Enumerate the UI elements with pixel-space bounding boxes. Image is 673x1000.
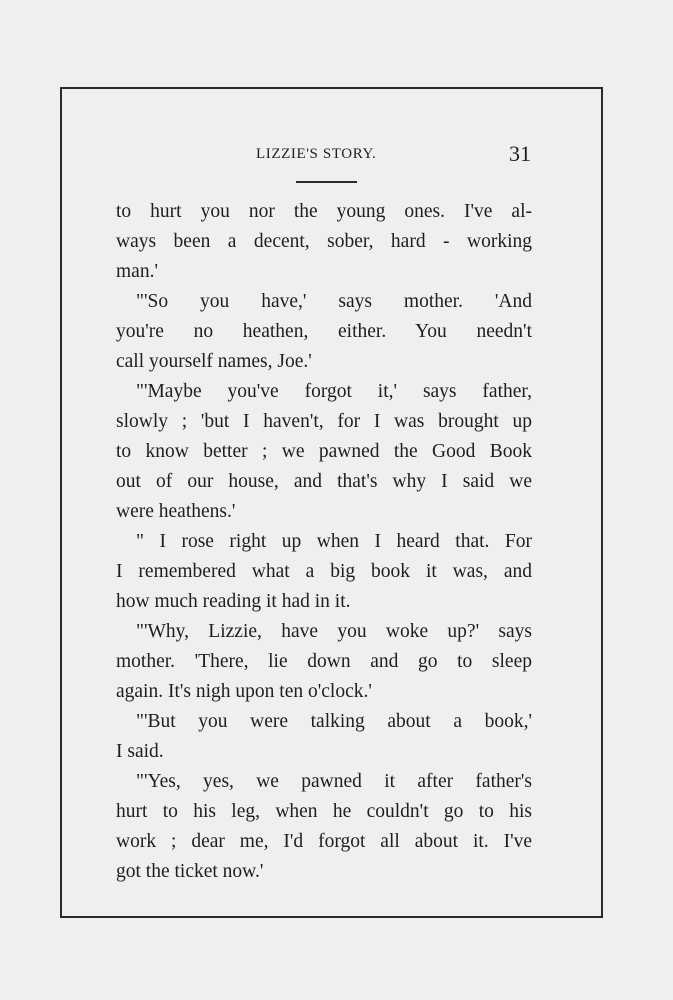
- text-line: to know better ; we pawned the Good Book: [116, 441, 532, 462]
- text-line: work ; dear me, I'd forgot all about it. I've: [116, 831, 532, 852]
- text-line: mother. 'There, lie down and go to sleep: [116, 651, 532, 672]
- text-line: I said.: [116, 741, 164, 762]
- text-line: you're no heathen, either. You needn't: [116, 321, 532, 342]
- header-rule: [296, 181, 357, 183]
- text-line: man.': [116, 261, 158, 282]
- text-line: how much reading it had in it.: [116, 591, 351, 612]
- text-line: hurt to his leg, when he couldn't go to his: [116, 801, 532, 822]
- text-line: "'Why, Lizzie, have you woke up?' says: [136, 621, 532, 642]
- text-line: again. It's nigh upon ten o'clock.': [116, 681, 372, 702]
- text-line: "'So you have,' says mother. 'And: [136, 291, 532, 312]
- running-head: LIZZIE'S STORY.: [256, 146, 377, 162]
- text-line: to hurt you nor the young ones. I've al-: [116, 201, 532, 222]
- text-line: I remembered what a big book it was, and: [116, 561, 532, 582]
- text-line: call yourself names, Joe.': [116, 351, 312, 372]
- text-line: ways been a decent, sober, hard - working: [116, 231, 532, 252]
- text-line: "'Maybe you've forgot it,' says father,: [136, 381, 532, 402]
- text-line: were heathens.': [116, 501, 236, 522]
- text-line: " I rose right up when I heard that. For: [136, 531, 532, 552]
- text-line: "'Yes, yes, we pawned it after father's: [136, 771, 532, 792]
- body-text: [116, 197, 532, 887]
- text-line: slowly ; 'but I haven't, for I was brought up: [116, 411, 532, 432]
- text-line: out of our house, and that's why I said we: [116, 471, 532, 492]
- text-line: "'But you were talking about a book,': [136, 711, 532, 732]
- text-line: got the ticket now.': [116, 861, 264, 882]
- page-number: 31: [509, 141, 531, 166]
